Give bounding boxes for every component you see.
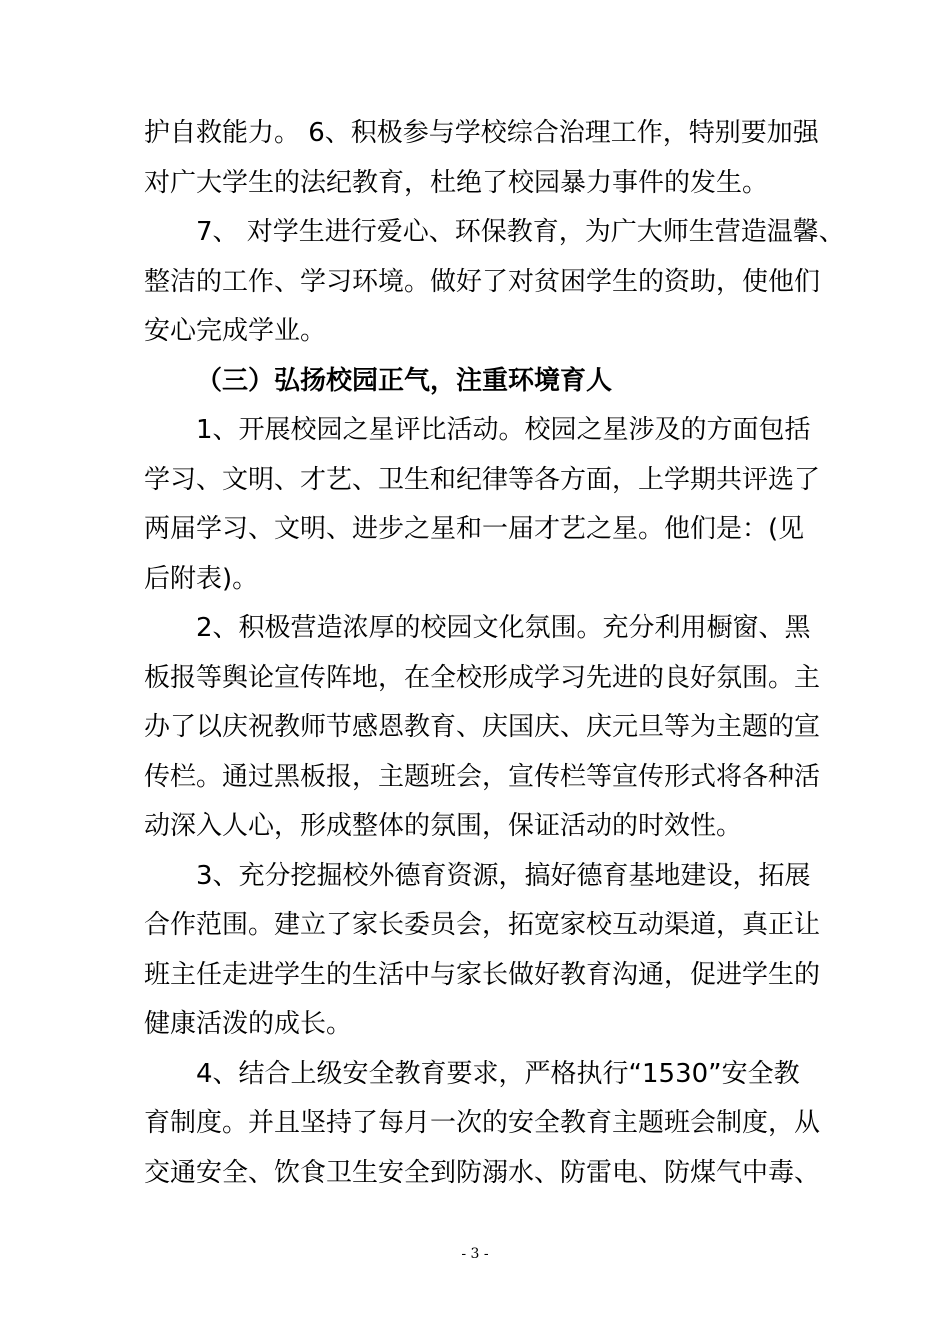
text-line: 动深入人心，形成整体的氛围，保证活动的时效性。 (144, 811, 743, 841)
text-line: 学习、文明、才艺、卫生和纪律等各方面，上学期共评选了 (144, 464, 821, 495)
page-number: - 3 - (461, 1246, 489, 1262)
text-line: 健康活泼的成长。 (144, 1009, 353, 1039)
text-line: 整洁的工作、学习环境。做好了对贫困学生的资助，使他们 (144, 266, 821, 297)
text-line: 2、积极营造浓厚的校园文化氛围。充分利用橱窗、黑 (196, 613, 811, 643)
body-text (144, 109, 845, 1198)
text-line: 传栏。通过黑板报，主题班会，宣传栏等宣传形式将各种活 (144, 761, 821, 792)
text-line: 3、充分挖掘校外德育资源，搞好德育基地建设，拓展 (196, 860, 811, 891)
text-line: 4、结合上级安全教育要求，严格执行“1530”安全教 (196, 1058, 800, 1089)
text-line: 对广大学生的法纪教育，杜绝了校园暴力事件的发生。 (144, 167, 769, 198)
text-line: 办了以庆祝教师节感恩教育、庆国庆、庆元旦等为主题的宣 (144, 712, 821, 742)
text-line: 1、开展校园之星评比活动。校园之星涉及的方面包括 (196, 415, 811, 445)
text-line: 7、 对学生进行爱心、环保教育，为广大师生营造温馨、 (196, 217, 845, 247)
text-line: 安心完成学业。 (144, 316, 327, 346)
text-line: 合作范围。建立了家长委员会，拓宽家校互动渠道，真正让 (144, 910, 821, 940)
text-line: 后附表)。 (144, 563, 259, 594)
text-line: 交通安全、饮食卫生安全到防溺水、防雷电、防煤气中毒、 (144, 1157, 821, 1188)
text-line: 育制度。并且坚持了每月一次的安全教育主题班会制度，从 (144, 1108, 821, 1138)
text-line: 护自救能力。 6、积极参与学校综合治理工作，特别要加强 (144, 118, 819, 148)
text-line: 板报等舆论宣传阵地，在全校形成学习先进的良好氛围。主 (144, 662, 821, 693)
text-line: 班主任走进学生的生活中与家长做好教育沟通，促进学生的 (144, 959, 821, 990)
section-heading: （三）弘扬校园正气，注重环境育人 (196, 365, 613, 396)
text-line: 两届学习、文明、进步之星和一届才艺之星。他们是：(见 (144, 514, 805, 544)
